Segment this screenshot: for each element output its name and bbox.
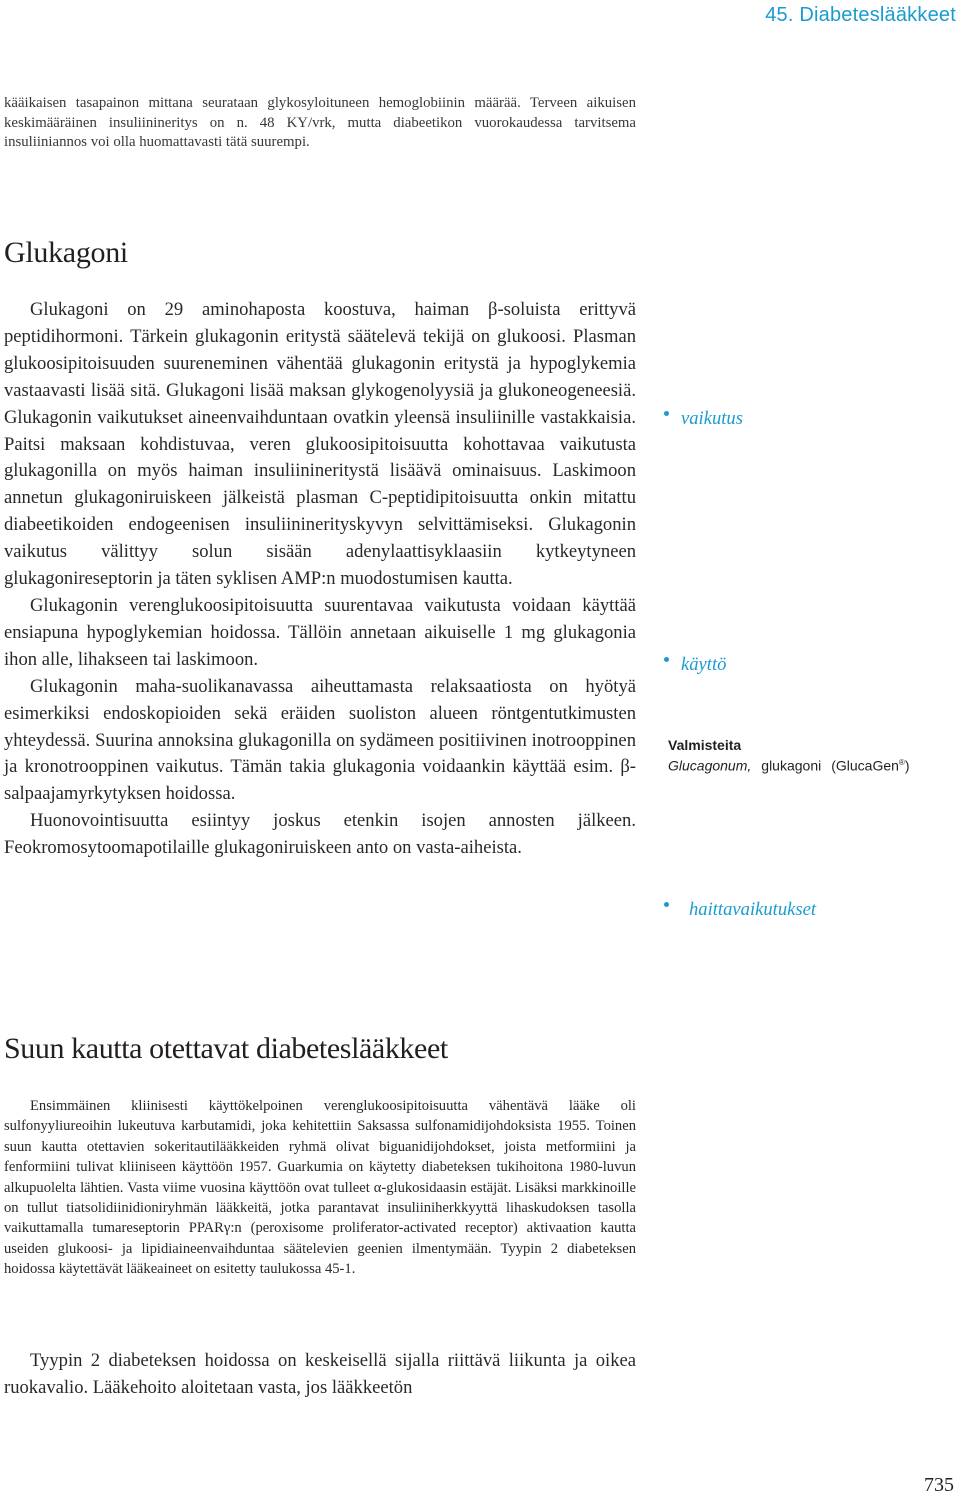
registered-mark: ®	[898, 758, 905, 767]
bullet-icon	[664, 411, 669, 416]
brand-close: )	[904, 757, 910, 774]
glukagoni-paragraph: Glukagonin maha-suolikanavassa aiheuttamasta relaksaatiosta on hyötyä esimerkiksi endoskopioiden sekä eräiden suoliston alueen röntgentutkimusten yhteydessä. Suurina annoksina glukagonilla on sydämeen positiivinen inotrooppinen ja kronotrooppinen vaikutus. Tämän takia glukagonia voidaankin käyttää esim. β-salpaajamyrkytyksen hoidossa.	[4, 675, 636, 805]
generic-name: glukagoni	[761, 757, 822, 774]
lead-paragraph: kääikaisen tasapainon mittana seurataan glykosyloituneen hemoglobiinin määrää. Terveen aikuisen keskimääräinen insuliinineritys on n. 48 KY/vrk, mutta diabeetikon vuorokaudessa tarvitsema insuliiniannos voi olla huomattavasti tätä suurempi.	[4, 95, 636, 150]
suun-kautta-intro	[4, 1096, 636, 1280]
bullet-icon	[664, 657, 669, 662]
chapter-title: 45. Diabeteslääkkeet	[765, 4, 956, 26]
margin-note-label: käyttö	[681, 654, 727, 675]
preparations-title: Valmisteita	[668, 737, 742, 753]
glukagoni-paragraph: Glukagoni on 29 aminohaposta koostuva, haiman β-soluista erittyvä peptidihormoni. Tärkein glukagonin eritystä säätelevä tekijä on glukoosi. Plasman glukoosipitoisuuden suureneminen vähentää glukagonin eritystä ja hypoglykemia vastaavasti lisää sitä. Glukagoni lisää maksan glykogenolyysiä ja glukoneogeneesiä. Glukagonin vaikutukset aineenvaihduntaan ovatkin yleensä insuliinille vastakkaisia. Paitsi maksaan kohdistuvaa, veren glukoosipitoisuutta kohottavaa vaikutusta glukagonilla on myös haiman insuliinineritystä lisäävä ominaisuus. Laskimoon annetun glukagoniruiskeen jälkeistä plasman C-peptidipitoisuutta onkin mitattu diabeetikoiden endogeenisen insuliininerityskyvyn selvittämiseksi. Glukagonin vaikutus välittyy solun sisään adenylaattisyklaasiin kytkeytyneen glukagonireseptorin ja täten syklisen AMP:n muodostumisen kautta.	[4, 299, 636, 590]
glukagoni-paragraph: Huonovointisuutta esiintyy joskus etenkin isojen annosten jälkeen. Feokromosytoomapotilaille glukagoniruiskeen anto on vasta-aiheista.	[4, 810, 636, 859]
margin-note-label: vaikutus	[681, 408, 743, 429]
margin-note-vaikutus	[664, 408, 743, 430]
glukagoni-body	[4, 297, 636, 862]
margin-note-kaytto	[664, 654, 726, 676]
margin-note-haittavaikutukset	[664, 899, 816, 921]
page-number: 735	[924, 1474, 954, 1496]
section-heading-glukagoni: Glukagoni	[4, 236, 128, 269]
intro-paragraph: Ensimmäinen kliinisesti käyttökelpoinen verenglukoosipitoisuutta vähentävä lääke oli sulfonyyliureoihin lukeutuva karbutamidi, joka kehitettiin Saksassa sulfonamidijohdoksista 1955. Toinen suun kautta otettavien sokeritautilääkkeiden ryhmä olivat biguanidijohdokset, joista metformiini ja fenformiini tulivat kliiniseen käyttöön 1957. Guarkumia on käytetty diabeteksen tukihoitona 1980-luvun alkupuolelta lähtien. Vasta viime vuosina käyttöön ovat tulleet α-glukosidaasin estäjät. Lisäksi markkinoille on tullut tiatsolidiinidioniryhmän lääkkeitä, jotka parantavat insuliiniherkkyyttä lihaskudoksen tasolla vaikuttamalla tumareseptorin PPARγ:n (peroxisome proliferator-activated receptor) aktivaation kautta useiden glukoosi- ja lipidiaineenvaihduntaa säätelevien geenien ilmentymään. Tyypin 2 diabeteksen hoidossa käytettävät lääkeaineet on esitetty taulukossa 45-1.	[4, 1098, 636, 1278]
margin-note-label: haittavaikutukset	[689, 899, 817, 920]
brand-open: (GlucaGen	[831, 757, 899, 774]
suun-kautta-body	[4, 1348, 636, 1402]
latin-name: Glucagonum,	[668, 757, 752, 774]
glukagoni-paragraph: Glukagonin verenglukoosipitoisuutta suurentavaa vaikutusta voidaan käyttää ensiapuna hypoglykemian hoidossa. Tällöin annetaan aikuiselle 1 mg glukagonia ihon alle, lihakseen tai laskimoon.	[4, 594, 636, 670]
body-paragraph: Tyypin 2 diabeteksen hoidossa on keskeisellä sijalla riittävä liikunta ja oikea ruokavalio. Lääkehoito aloitetaan vasta, jos lääkkeetön	[4, 1350, 636, 1398]
preparations-box	[668, 736, 910, 775]
section-heading-suun-kautta: Suun kautta otettavat diabeteslääkkeet	[4, 1032, 448, 1065]
bullet-icon	[664, 902, 669, 907]
preparations-line	[668, 754, 910, 775]
